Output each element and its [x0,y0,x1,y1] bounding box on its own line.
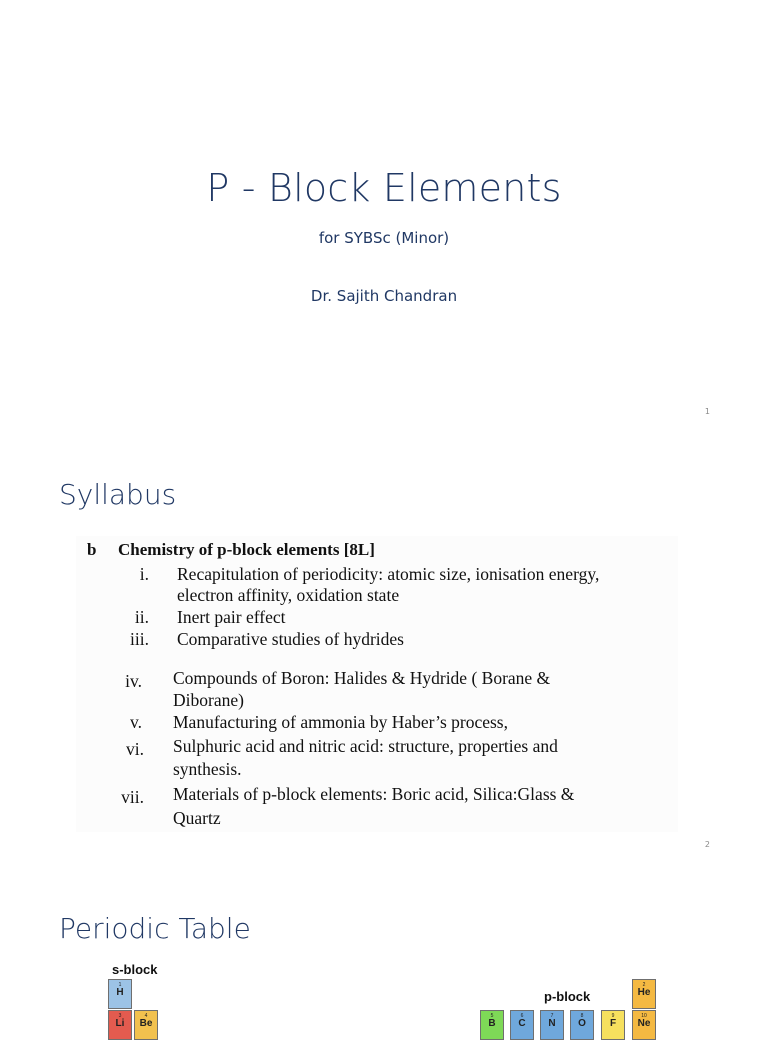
item-number: vii. [121,787,144,807]
item-text: Materials of p-block elements: Boric acid, Silica:Glass & [173,784,575,804]
element-cell: 1 H [108,979,132,1009]
syllabus-heading [87,540,375,560]
element-cell: 2 He [632,979,656,1009]
slide-title: Periodic Table [59,912,251,945]
element-cell: 10 Ne [632,1010,656,1040]
periodic-table-image [104,962,664,1029]
page-number: 1 [704,407,710,416]
slide-subtitle: for SYBSc (Minor) [318,229,450,247]
syllabus-scan [76,536,678,832]
element-cell: 3 Li [108,1010,132,1040]
s-block-label: s-block [112,962,158,977]
item-text: Recapitulation of periodicity: atomic size, ionisation energy, [177,564,600,584]
title-slide [0,0,768,433]
item-number: iii. [130,629,149,649]
item-text: Inert pair effect [177,607,286,627]
slide-title: Syllabus [59,478,177,511]
element-cell: 8 O [570,1010,594,1040]
element-cell: 4 Be [134,1010,158,1040]
periodic-table-slide [0,868,768,1029]
item-text: Diborane) [173,690,244,710]
item-text: Quartz [173,808,221,828]
item-number: ii. [134,607,149,627]
p-block-label: p-block [544,989,591,1004]
item-number: v. [130,712,142,732]
item-text: Manufacturing of ammonia by Haber’s process, [173,712,508,732]
author-name: Dr. Sajith Chandran [310,287,458,305]
item-text: Compounds of Boron: Halides & Hydride ( Borane & [173,668,551,688]
element-cell: 9 F [601,1010,625,1040]
section-heading: Chemistry of p-block elements [8L] [118,540,375,559]
element-cell: 7 N [540,1010,564,1040]
item-text: electron affinity, oxidation state [177,585,400,605]
slide-title: P - Block Elements [206,166,562,210]
item-number: vi. [126,739,144,759]
item-text: Sulphuric acid and nitric acid: structure, properties and [173,736,558,756]
item-number: i. [139,564,149,584]
item-number: iv. [125,671,142,691]
section-letter: b [87,540,97,559]
item-text: Comparative studies of hydrides [177,629,404,649]
page-number: 2 [704,840,710,849]
syllabus-slide [0,434,768,867]
element-cell: 5 B [480,1010,504,1040]
item-text: synthesis. [173,759,242,779]
element-cell: 6 C [510,1010,534,1040]
